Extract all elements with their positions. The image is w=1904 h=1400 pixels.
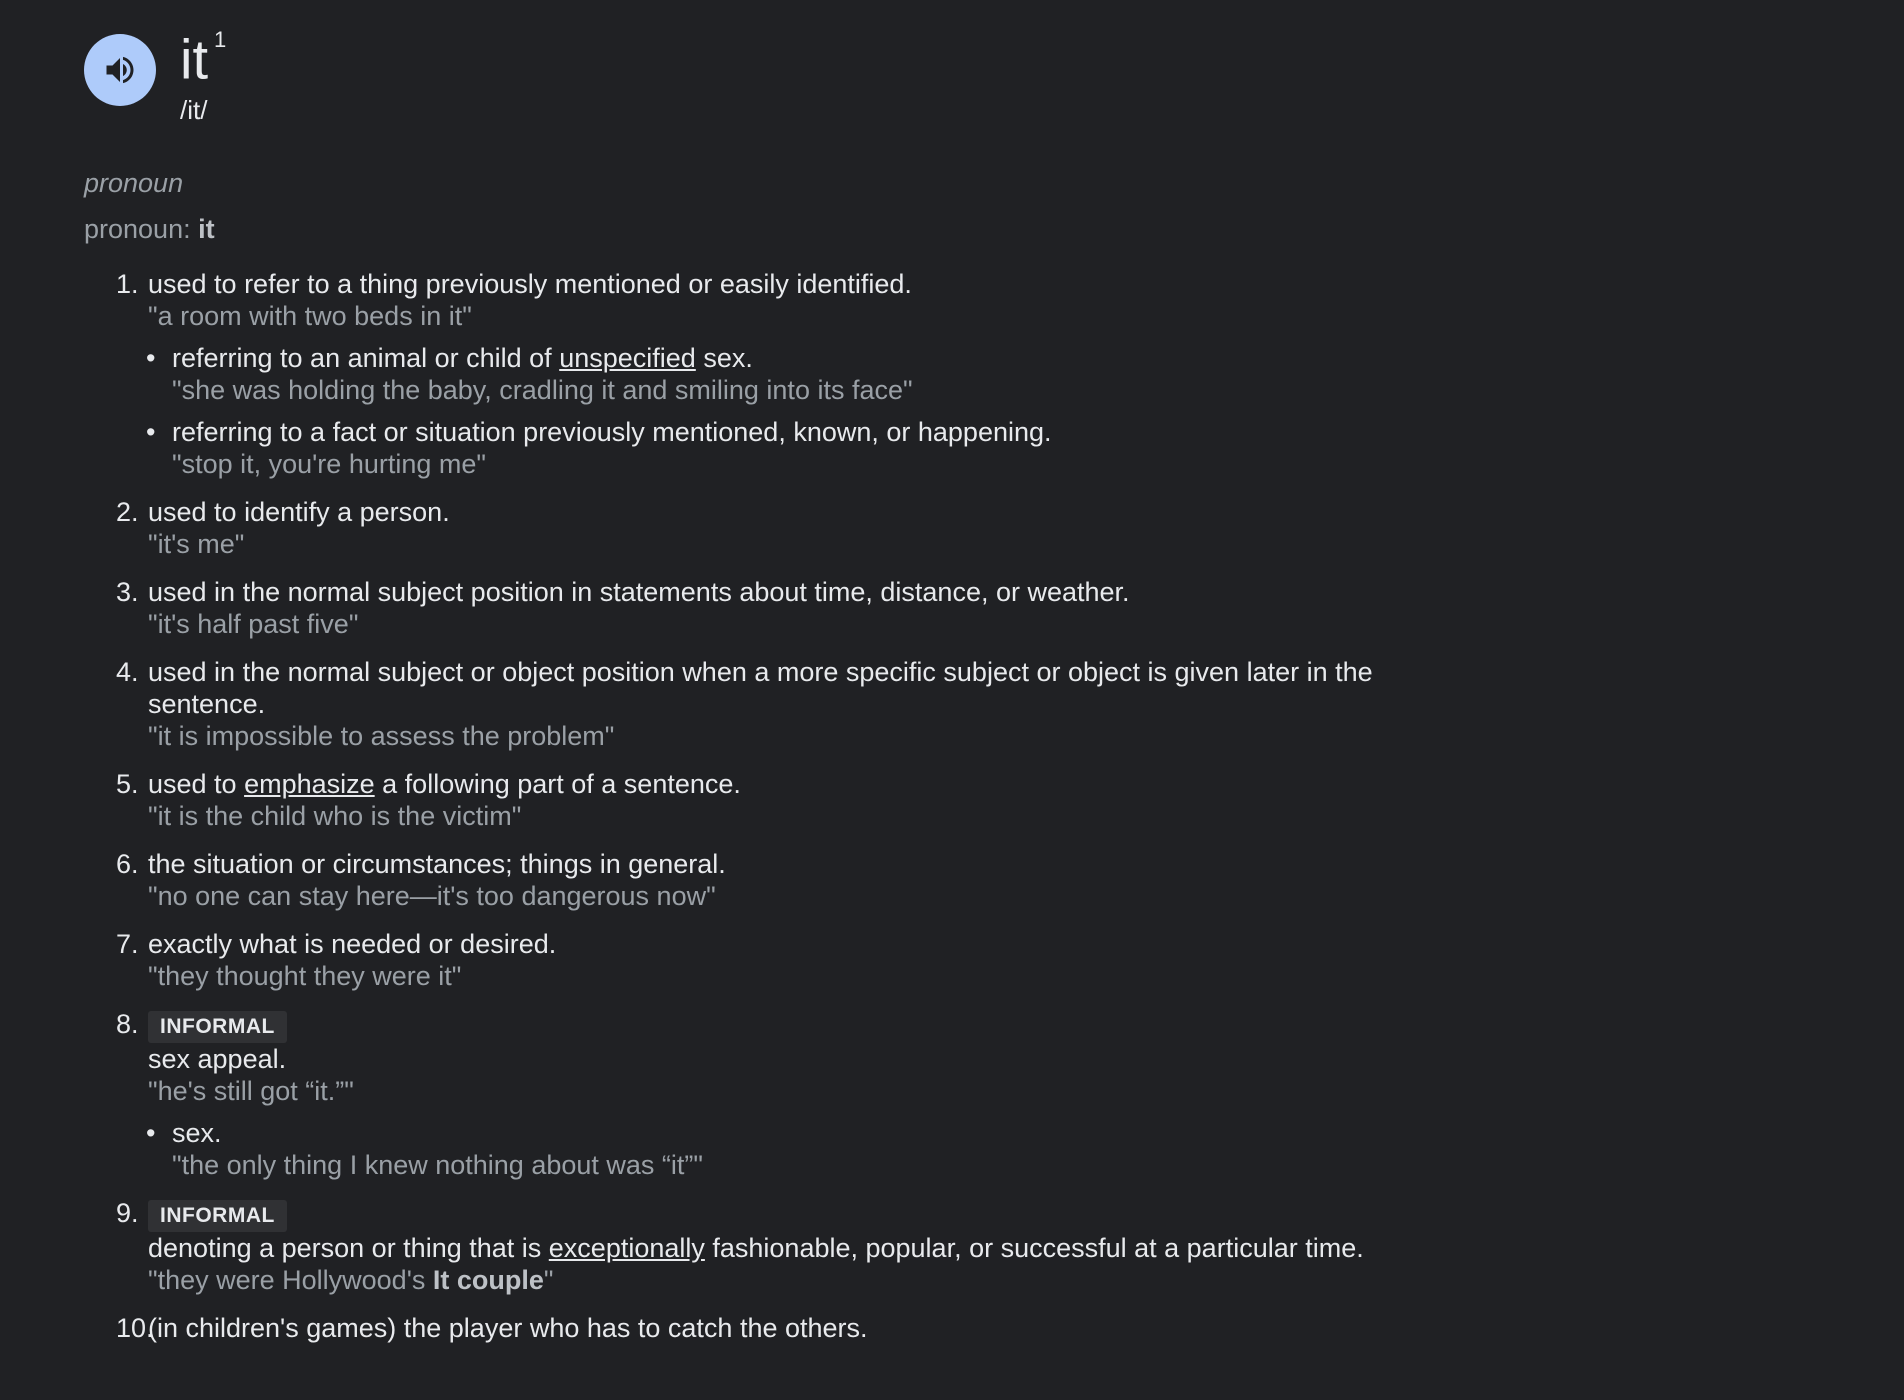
example-text: "they were Hollywood's [148, 1265, 433, 1295]
subsense-example: "stop it, you're hurting me" [172, 449, 486, 479]
sense-number: 8. [116, 1009, 139, 1039]
sense-number: 3. [116, 577, 139, 607]
sense-definition: exactly what is needed or desired. [148, 929, 557, 959]
pos-word: it [198, 214, 215, 244]
bullet: • [146, 417, 156, 447]
subsense-definition [172, 342, 1396, 374]
link-unspecified[interactable]: unspecified [559, 343, 696, 373]
register-tag: INFORMAL [148, 1011, 287, 1043]
sense-definition: used in the normal subject or object position when a more specific subject or object is given later in the sentence. [148, 657, 1373, 719]
sense-number: 9. [116, 1198, 139, 1228]
subsense [148, 342, 1396, 406]
sense-example [148, 1264, 1396, 1296]
example-text: " [543, 1265, 554, 1295]
sense-9 [116, 1197, 1396, 1296]
bullet: • [146, 1118, 156, 1148]
sense-definition: the situation or circumstances; things in general. [148, 849, 726, 879]
sense-definition: used to refer to a thing previously mentioned or easily identified. [148, 269, 912, 299]
register-row [148, 1197, 1396, 1232]
sense-definition [148, 1232, 1396, 1264]
definition-text: a following part of a sentence. [374, 769, 741, 799]
sense-6 [116, 848, 1396, 912]
sense-example: "it's half past five" [148, 609, 359, 639]
subsense-definition: sex. [172, 1118, 222, 1148]
definition-text: sex. [695, 343, 753, 373]
pos-label: pronoun [84, 214, 184, 244]
sense-example: "it is the child who is the victim" [148, 801, 522, 831]
sense-example: "no one can stay here—it's too dangerous now" [148, 881, 716, 911]
sense-number: 10. [116, 1313, 154, 1343]
definition-text: denoting a person or thing that is [148, 1233, 549, 1263]
sense-number: 4. [116, 657, 139, 687]
example-bold-text: It couple [432, 1265, 544, 1295]
sense-definition [148, 768, 1396, 800]
part-of-speech: pronoun [84, 168, 184, 198]
subsense [148, 1117, 1396, 1181]
headword [180, 20, 226, 92]
sense-definition: (in children's games) the player who has to catch the others. [148, 1313, 868, 1343]
sense-number: 5. [116, 769, 139, 799]
volume-icon [102, 52, 138, 88]
sense-definition: used to identify a person. [148, 497, 450, 527]
sense-definition: used in the normal subject position in statements about time, distance, or weather. [148, 577, 1130, 607]
sense-number: 7. [116, 929, 139, 959]
sense-3 [116, 576, 1396, 640]
sense-example: "it is impossible to assess the problem" [148, 721, 615, 751]
subsense-example: "she was holding the baby, cradling it and smiling into its face" [172, 375, 913, 405]
register-row [148, 1008, 1396, 1043]
subsense-definition: referring to a fact or situation previously mentioned, known, or happening. [172, 417, 1052, 447]
entry-header [84, 18, 684, 128]
subsense [148, 416, 1396, 480]
sense-2 [116, 496, 1396, 560]
sense-5 [116, 768, 1396, 832]
listen-button[interactable] [84, 34, 156, 106]
register-tag: INFORMAL [148, 1200, 287, 1232]
sense-example: "a room with two beds in it" [148, 301, 472, 331]
bullet: • [146, 343, 156, 373]
sense-number: 1. [116, 269, 139, 299]
sense-example: "they thought they were it" [148, 961, 462, 991]
link-exceptionally[interactable]: exceptionally [548, 1233, 705, 1263]
sense-8 [116, 1008, 1396, 1181]
sense-10 [116, 1312, 1396, 1344]
sense-4 [116, 656, 1396, 752]
link-emphasize[interactable]: emphasize [244, 769, 375, 799]
sense-definition: sex appeal. [148, 1044, 287, 1074]
sense-example: "he's still got “it.”" [148, 1076, 354, 1106]
phonetic: /it/ [180, 95, 208, 125]
pos-line: pronoun: it [84, 214, 215, 244]
sense-example: "it's me" [148, 529, 245, 559]
sense-number: 2. [116, 497, 139, 527]
sense-number: 6. [116, 849, 139, 879]
definitions-list [116, 268, 1396, 1360]
definition-text: referring to an animal or child of [172, 343, 560, 373]
homograph-number: 1 [214, 27, 227, 52]
definition-text: used to [148, 769, 245, 799]
subsense-example: "the only thing I knew nothing about was “it”" [172, 1150, 703, 1180]
definition-text: fashionable, popular, or successful at a particular time. [704, 1233, 1364, 1263]
headword-text: it [180, 27, 208, 91]
sense-1 [116, 268, 1396, 480]
sense-7 [116, 928, 1396, 992]
